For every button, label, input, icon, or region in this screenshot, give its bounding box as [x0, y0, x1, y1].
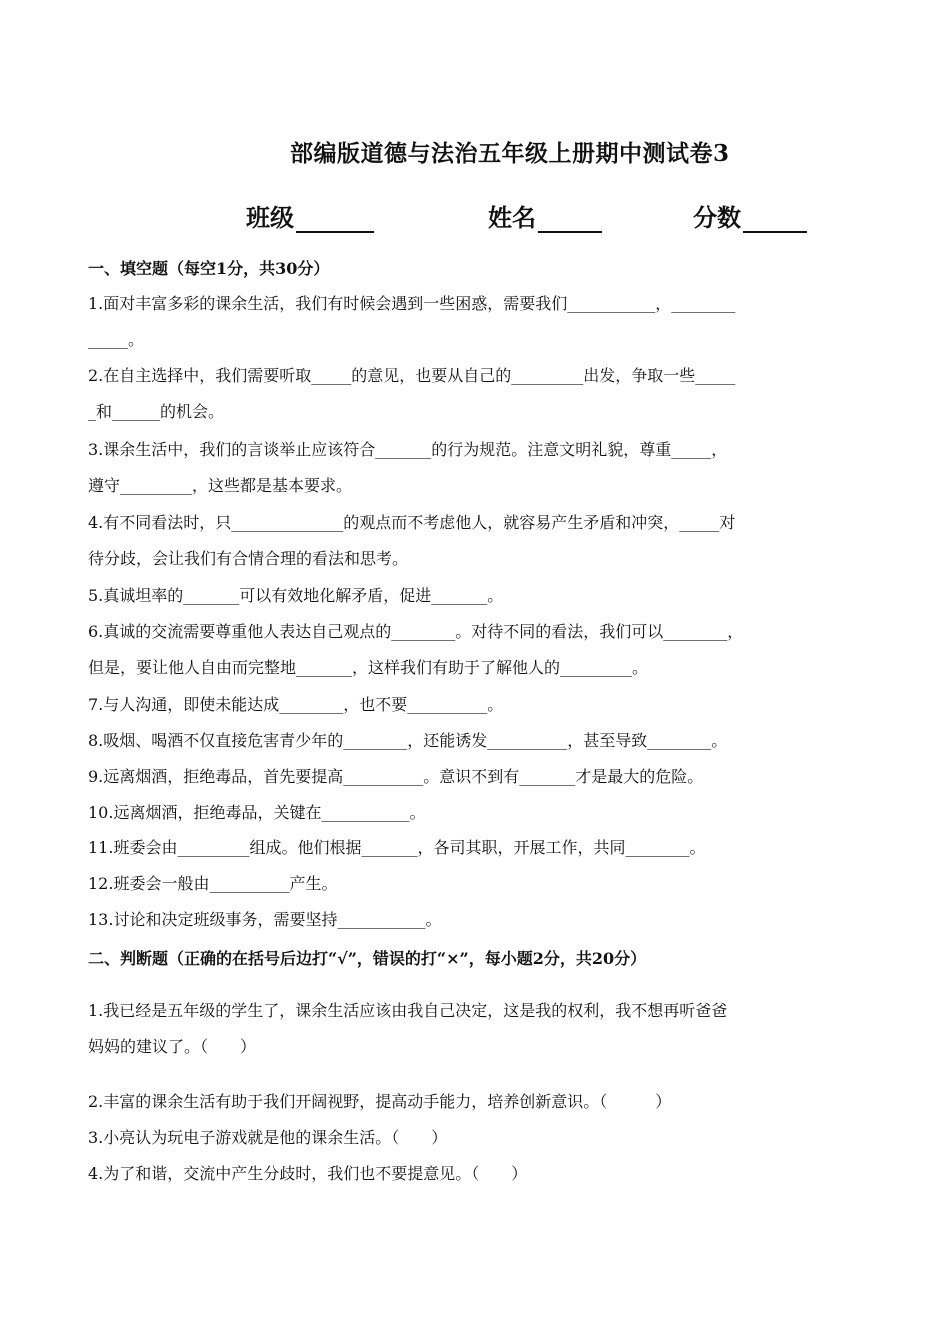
score-blank[interactable]: [743, 207, 807, 233]
class-blank[interactable]: [296, 207, 374, 233]
question-line: 4.为了和谐，交流中产生分歧时，我们也不要提意见。（ ）: [88, 1164, 528, 1183]
judge-question-3: [88, 1120, 864, 1156]
question-line: 但是，要让他人自由而完整地_______，这样我们有助于了解他人的_________。: [88, 658, 649, 677]
fill-question-3: [88, 432, 864, 504]
question-line: _____。: [88, 330, 145, 349]
section1-heading: 一、填空题（每空1分，共30分）: [88, 259, 330, 278]
class-label: 班级: [246, 203, 294, 232]
fill-question-13: [88, 902, 864, 938]
judge-question-4: [88, 1156, 864, 1192]
fill-question-1: [88, 286, 864, 358]
question-line: 4.有不同看法时，只______________的观点而不考虑他人，就容易产生矛盾和冲突，_____对: [88, 513, 736, 532]
fill-question-6: [88, 614, 864, 686]
fill-question-5: [88, 578, 864, 614]
question-line: 待分歧，会让我们有合情合理的看法和思考。: [88, 549, 409, 568]
question-line: 2.丰富的课余生活有助于我们开阔视野，提高动手能力，培养创新意识。（ ）: [88, 1092, 672, 1111]
score-label: 分数: [693, 203, 741, 232]
fill-question-10: [88, 795, 864, 831]
judge-question-2: [88, 1084, 864, 1120]
name-blank[interactable]: [538, 207, 602, 233]
question-line: 13.讨论和决定班级事务，需要坚持___________。: [88, 910, 442, 929]
question-line: 遵守_________，这些都是基本要求。: [88, 476, 353, 495]
question-line: 12.班委会一般由__________产生。: [88, 874, 338, 893]
question-line: 8.吸烟、喝酒不仅直接危害青少年的________，还能诱发__________，甚至导致________。: [88, 731, 728, 750]
fill-question-8: [88, 723, 864, 759]
section2-heading: 二、判断题（正确的在括号后边打“√”，错误的打“×”，每小题2分，共20分）: [88, 949, 647, 968]
question-line: 10.远离烟酒，拒绝毒品，关键在___________。: [88, 803, 426, 822]
question-line: 3.小亮认为玩电子游戏就是他的课余生活。（ ）: [88, 1128, 448, 1147]
question-line: 妈妈的建议了。（ ）: [88, 1037, 257, 1056]
question-line: _和______的机会。: [88, 402, 225, 421]
question-line: 9.远离烟酒，拒绝毒品，首先要提高__________。意识不到有_______才是最大的危险。: [88, 767, 704, 786]
name-label: 姓名: [488, 203, 536, 232]
fill-question-4: [88, 505, 864, 577]
fill-question-2: [88, 358, 864, 430]
question-line: 7.与人沟通，即使未能达成________，也不要__________。: [88, 695, 504, 714]
score-field: [693, 198, 807, 233]
question-line: 2.在自主选择中，我们需要听取_____的意见，也要从自己的_________出发，争取一些_____: [88, 366, 736, 385]
question-line: 1.面对丰富多彩的课余生活，我们有时候会遇到一些困惑，需要我们___________，________: [88, 294, 736, 313]
judge-question-1: [88, 993, 864, 1065]
question-line: 11.班委会由_________组成。他们根据_______，各司其职，开展工作，共同________。: [88, 838, 706, 857]
class-field: [246, 198, 374, 233]
fill-question-12: [88, 866, 864, 902]
fill-question-9: [88, 759, 864, 795]
exam-title: 部编版道德与法治五年级上册期中测试卷3: [290, 140, 730, 167]
fill-question-7: [88, 687, 864, 723]
name-field: [488, 198, 602, 233]
question-line: 6.真诚的交流需要尊重他人表达自己观点的________。对待不同的看法，我们可以________，: [88, 622, 744, 641]
question-line: 5.真诚坦率的_______可以有效地化解矛盾，促进_______。: [88, 586, 504, 605]
question-line: 1.我已经是五年级的学生了，课余生活应该由我自己决定，这是我的权利，我不想再听爸爸: [88, 1001, 728, 1020]
question-line: 3.课余生活中，我们的言谈举止应该符合_______的行为规范。注意文明礼貌，尊重_____，: [88, 440, 728, 459]
fill-question-11: [88, 830, 864, 866]
